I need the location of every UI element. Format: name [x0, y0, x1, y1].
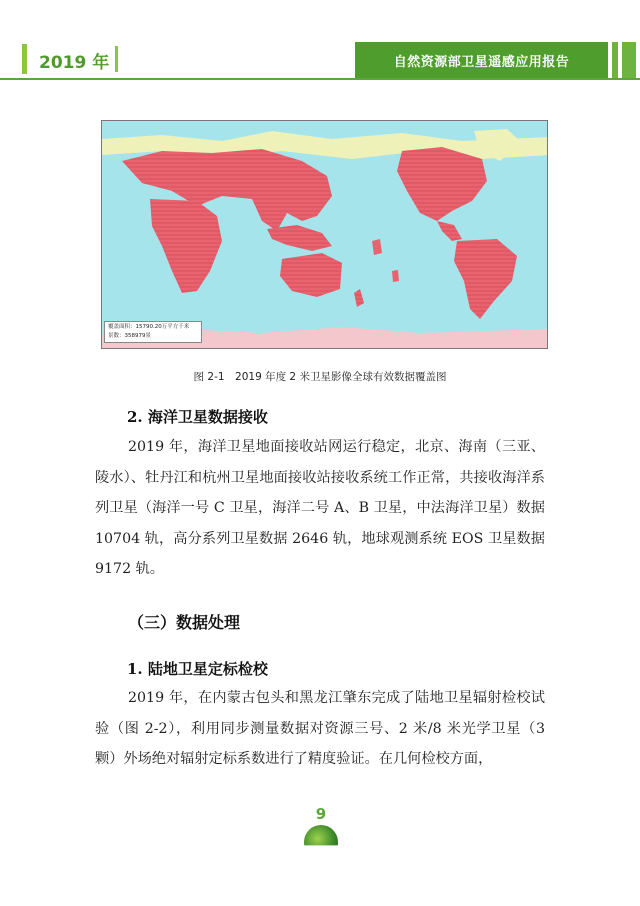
africa-coverage	[150, 199, 222, 293]
header-title-band	[355, 42, 608, 78]
heading-ocean-data: 2. 海洋卫星数据接收	[127, 408, 268, 426]
header-accent-bar	[622, 42, 636, 78]
legend-area: 覆盖面积：15790.20万平方千米	[108, 324, 190, 330]
header-report-title: 自然资源部卫星遥感应用报告	[393, 55, 570, 70]
legend-count: 景数：358979景	[108, 333, 151, 339]
header-year-box	[22, 44, 118, 74]
heading-data-processing: （三）数据处理	[128, 613, 241, 632]
figure-caption: 图 2-1 2019 年度 2 米卫星影像全球有效数据覆盖图	[193, 371, 447, 383]
header-year: 2019 年	[39, 53, 110, 73]
central-america-coverage	[437, 221, 462, 241]
page-number: 9	[315, 805, 327, 823]
header-rule	[0, 78, 640, 80]
north-america-coverage	[397, 147, 487, 221]
australia-coverage	[280, 253, 342, 297]
paragraph-land-calibration: 2019 年，在内蒙古包头和黑龙江肇东完成了陆地卫星辐射检校试验（图 2-2），利用同步测量数据对资源三号、2 米/8 米光学卫星（3 颗）外场绝对辐射定标系数进行了精度验证。在几何检校方面，	[95, 690, 545, 767]
globe-icon	[304, 825, 338, 859]
page-footer	[296, 805, 346, 845]
pacific-islands-coverage	[372, 239, 399, 282]
header-accent-bar	[612, 42, 618, 78]
se-asia-coverage	[267, 225, 332, 251]
coverage-map	[101, 120, 548, 349]
heading-land-calibration: 1. 陆地卫星定标检校	[127, 660, 268, 678]
new-zealand-coverage	[354, 289, 364, 307]
paragraph-ocean-data: 2019 年，海洋卫星地面接收站网运行稳定，北京、海南（三亚、陵水）、牡丹江和杭州卫星地面接收站接收系统工作正常，共接收海洋系列卫星（海洋一号 C 卫星，海洋二号 A、B 卫星，中法海洋卫星）数据 10704 轨，高分系列卫星数据 2646 轨，地球观测系统 EOS 卫星数据 9172 轨。	[95, 439, 545, 577]
world-map-graphic	[102, 121, 548, 349]
south-america-coverage	[454, 239, 517, 319]
map-legend	[104, 321, 202, 343]
